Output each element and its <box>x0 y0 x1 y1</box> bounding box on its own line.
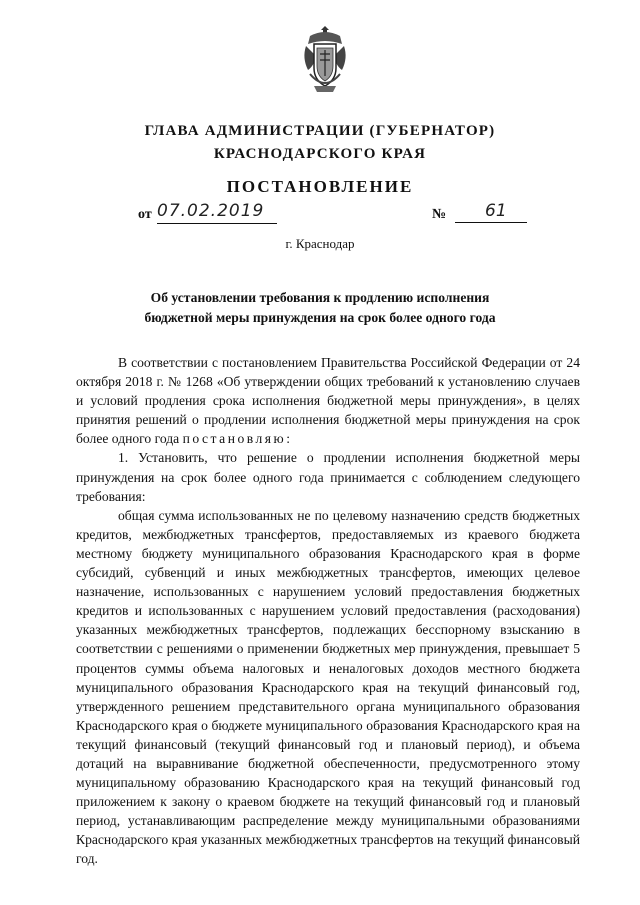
paragraph-requirement: общая сумма использованных не по целевому назначению средств бюджетных кредитов, межбюджетных трансфертов, предоставляемых из краевого бюджета местному бюджету муниципального образования Краснодарского края в форме субсидий, субвенций и иных межбюджетных трансфертов, имеющих целевое назначение, использованных с нарушением условий предоставления бюджетных кредитов и использованных с нарушением условий предоставления (расходования) указанных межбюджетных трансфертов, подлежащих бесспорному взысканию в соответствии с решениями о применении бюджетных мер принуждения, превышает 5 процентов суммы объема налоговых и неналоговых доходов местного бюджета муниципального образования Краснодарского края на текущий финансовый год, утвержденного решением представительного органа муниципального образования Краснодарского края о бюджете муниципального образования Краснодарского края на текущий финансовый (текущий финансовый год и плановый период), и объема дотаций на выравнивание бюджетной обеспеченности, предусмотренного этому муниципальному образованию Краснодарского края на текущий финансовый год приложением к закону о краевом бюджете на текущий финансовый год и плановый период, устанавливающим распределение между муниципальными образованиями Краснодарского края указанных межбюджетных трансфертов на текущий финансовый год. <box>76 507 580 867</box>
date-label: от <box>138 207 152 222</box>
document-title-line2: бюджетной меры принуждения на срок более одного года <box>144 310 496 325</box>
resolve-word: постановляю: <box>182 431 293 447</box>
paragraph-item-1: 1. Установить, что решение о продлении исполнения бюджетной меры принуждения на срок более одного года принимается с соблюдением следующего требования: <box>76 450 580 504</box>
paragraph-preamble <box>76 353 580 448</box>
document-title-line1: Об установлении требования к продлению исполнения <box>150 290 490 305</box>
document-number: 61 <box>455 201 527 223</box>
document-type: ПОСТАНОВЛЕНИЕ <box>226 177 414 196</box>
authority-title-line1: ГЛАВА АДМИНИСТРАЦИИ (ГУБЕРНАТОР) <box>144 123 496 139</box>
city: г. Краснодар <box>285 236 355 251</box>
document-body <box>76 353 580 869</box>
preamble-text: В соответствии с постановлением Правительства Российской Федерации от 24 октября 2018 г. № 1268 «Об утверждении общих требований к установлению случаев и условий продления срока исполнения бюджетной меры принуждения», в целях принятия решений о продлении исполнения бюджетной меры принуждения на срок более одного года <box>76 355 580 447</box>
authority-title-line2: КРАСНОДАРСКОГО КРАЯ <box>213 146 427 162</box>
number-label: № <box>432 207 447 222</box>
coat-of-arms-icon <box>300 26 350 94</box>
document-date: 07.02.2019 <box>157 201 277 224</box>
